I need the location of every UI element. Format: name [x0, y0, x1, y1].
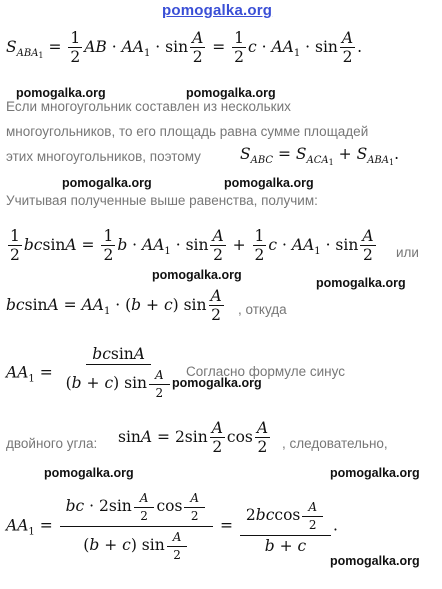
equation-area-aba1: $S_{ABA1}$ = $\frac{1}{2}$ AB · $AA_1 \cdot \sin$ $\frac{A}{2}$ = $\frac{1}{2}$ $c \cdot AA_1 \cdot \sin$ $\frac{A}{2}$ . — [6, 29, 363, 67]
connector-or: или — [396, 245, 419, 260]
watermark: pomogalka.org — [330, 466, 420, 480]
site-header-link[interactable]: pomogalka.org — [162, 2, 273, 19]
watermark: pomogalka.org — [152, 268, 242, 282]
watermark: pomogalka.org — [16, 86, 106, 100]
paragraph-line: многоугольников, то его площадь равна сумме площадей — [6, 124, 369, 139]
watermark: pomogalka.org — [224, 176, 314, 190]
connector-whence: , откуда — [238, 302, 287, 317]
equation-double-angle: sinA = 2sin $\frac{A}{2}$ cos $\frac{A}{2}$ — [118, 419, 269, 457]
watermark: pomogalka.org — [330, 554, 420, 568]
paragraph-line: Согласно формуле синус — [186, 364, 345, 379]
paragraph-line: Учитывая полученные выше равенства, получим: — [6, 193, 318, 208]
watermark: pomogalka.org — [186, 86, 276, 100]
paragraph-line: двойного угла: — [6, 436, 98, 451]
connector-therefore: , следовательно, — [282, 436, 388, 451]
equation-simplified: $bcsinA = AA_1 \cdot (b + c)$ sin $\frac{A}{2}$ — [6, 287, 222, 325]
paragraph-line: Если многоугольник составлен из нескольких — [6, 99, 291, 114]
equation-aa1: $AA_1$ = bcsinA (b + c) sin $\frac{A}{2}$ — [6, 344, 180, 403]
equation-final: $AA_1$ = bc · 2sin $\frac{A}{2}$ cos $\frac{A}{2}$ (b + c) sin $\frac{A}{2}$ = 2bccos $\frac{A}{2}$ b + c . — [6, 488, 338, 565]
paragraph-line: этих многоугольников, поэтому — [6, 149, 201, 164]
watermark: pomogalka.org — [316, 276, 406, 290]
watermark: pomogalka.org — [62, 176, 152, 190]
watermark: pomogalka.org — [44, 466, 134, 480]
watermark: pomogalka.org — [172, 376, 262, 390]
equation-area-sum: $S_{ABC} = S_{ACA1} + S_{ABA1}$. — [240, 145, 400, 167]
equation-combined-area: $\frac{1}{2}$ bcsinA = $\frac{1}{2}$ $b \cdot AA_1 \cdot \sin$ $\frac{A}{2}$ + $\frac{1}{2}$ $c \cdot AA_1 \cdot \sin$ $\frac{A}{2}$ — [10, 227, 374, 265]
